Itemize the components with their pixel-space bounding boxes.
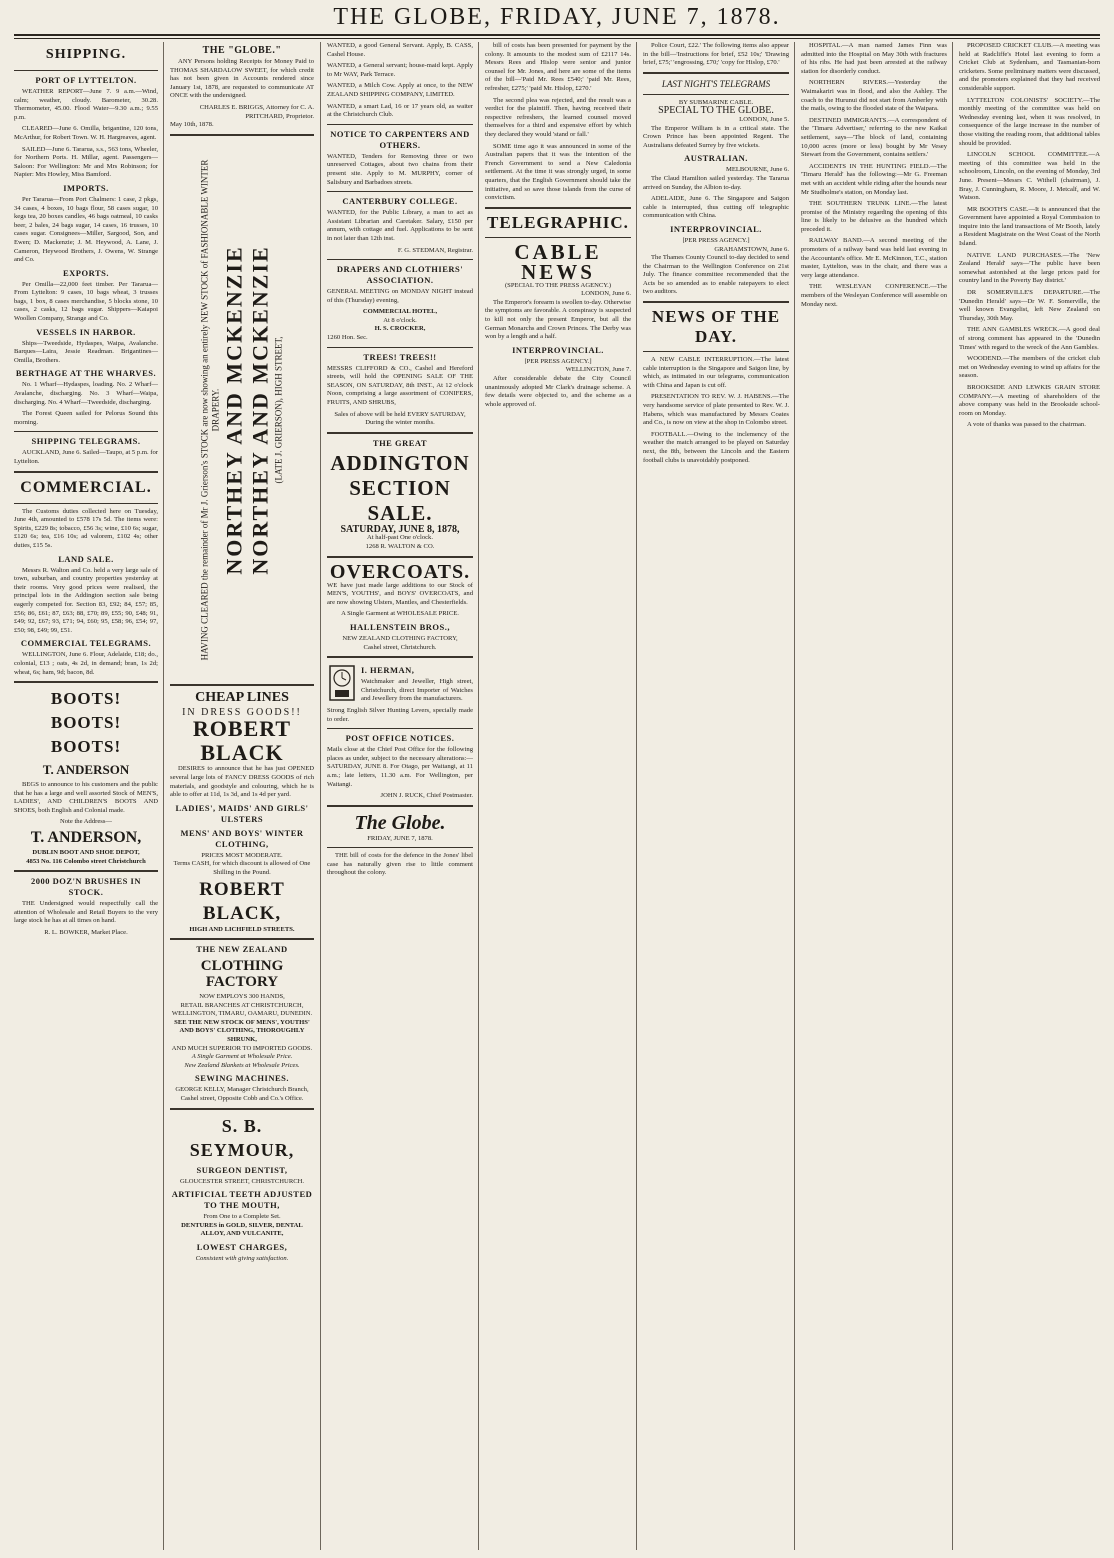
divider	[327, 191, 473, 192]
college-text: WANTED, for the Public Library, a man to act as Assistant Librarian and Caretaker. Salary, £150 per annum, with cottage and fuel. Applications to be sent in not later than 12th inst.	[327, 209, 473, 242]
interprovincial-location: GRAHAMSTOWN, June 6.	[714, 245, 789, 253]
column-1	[14, 42, 158, 1550]
australian-location: MELBOURNE, June 6.	[725, 166, 789, 174]
boots-advertiser: T. ANDERSON	[42, 762, 130, 778]
divider	[14, 70, 158, 71]
post-office-text: Mails close at the Chief Post Office for the following places as under, subject to the necessary alterations:— SATURDAY, JUNE 8. For Otago, per Waitangi, at 11 a.m.; late letters, 11.30 a.m. For Wellington, per Waitangi.	[327, 746, 473, 788]
wanted-ad: WANTED, a good General Servant. Apply, B. CASS, Cashel House.	[327, 42, 473, 58]
post-office-heading: POST OFFICE NOTICES.	[345, 733, 455, 744]
column-2	[170, 42, 314, 1550]
divider	[643, 94, 789, 95]
news-item: MR BOOTH'S CASE.—It is announced that the Government have appointed a Royal Commission to inquire into the land transactions of Mr Booth, lately a Resident Magistrate on the West Coast of the North Island.	[959, 205, 1100, 248]
editorial-paragraph: The second plea was rejected, and the result was a verdict for the plaintiff. Then, having received their respective refreshers, the learned counsel moved themselves for a third and expensive effort by which they declared they would 'stand or fall.'	[485, 96, 631, 138]
wanted-ad: WANTED, a Milch Cow. Apply at once, to the NEW ZEALAND SHIPPING COMPANY, LIMITED.	[327, 82, 473, 98]
divider	[643, 72, 789, 74]
column-rule	[794, 42, 795, 1550]
robert-black-ladies: LADIES', MAIDS' AND GIRLS' ULSTERS	[175, 802, 309, 824]
boots-advertiser-name: T. ANDERSON,	[30, 829, 142, 847]
cable-news-text: The Emperor's forearm is swollen to-day. Otherwise the symptoms are favorable. A conspiracy is suspected to kill not only the present Emperor, but all the German Monarchs and Crown Princes. The Derby was won by a length and a half.	[485, 298, 631, 341]
column-3	[327, 42, 473, 1550]
divider	[170, 1108, 314, 1110]
seymour-consistent: Consistent with giving satisfaction.	[195, 1255, 289, 1262]
telegram-location: LONDON, June 5.	[739, 115, 789, 123]
exports-text: Per Omilla—22,000 feet timber. Per Tararua—From Lyttelton: 9 cases, 10 bags wheat, 3 trusses bags, 1 box, 8 cases merchandise, 5 blocks stone, 10 cases, 2 casks, 12 bags sugar. Shippers—Kaiapoi Woollen Company, Strange and Co.	[14, 280, 158, 323]
brushes-text: THE Undersigned would respectfully call the attention of Wholesale and Retail Buyers to the very large stock he has at all times on hand.	[14, 900, 158, 925]
carpenters-heading: NOTICE TO CARPENTERS AND OTHERS.	[330, 128, 470, 150]
news-item: PROPOSED CRICKET CLUB.—A meeting was held at Radcliffe's Hotel last evening to form a Cricket Club at Sydenham, and Tasmanian-born cricketers. Some preliminary matters were discussed, and the promoters explained that they had received considerable support.	[959, 42, 1100, 92]
divider	[643, 301, 789, 303]
clock-icon	[327, 662, 357, 704]
news-item: FOOTBALL.—Owing to the inclemency of the weather the match arranged to be played on Saturday next, the 8th, between the Lincoln and the Eastern football clubs is unavoidably postponed.	[643, 430, 789, 464]
masthead-rule-thin	[14, 38, 1100, 39]
shipping-telegrams-text: AUCKLAND, June 6. Sailed—Taupo, at 5 p.m. for Lyttelton.	[14, 449, 158, 465]
robert-black-mens: MENS' AND BOYS' WINTER CLOTHING,	[180, 827, 304, 849]
nz-clothing-title: CLOTHING FACTORY	[200, 958, 284, 991]
column-5	[643, 42, 789, 1550]
submarine-cable-sub: BY SUBMARINE CABLE.	[678, 98, 754, 106]
divider	[327, 347, 473, 348]
interprovincial-location: WELLINGTON, June 7.	[565, 366, 631, 374]
divider	[327, 847, 473, 848]
vessels-text: Ships—Tweedside, Hydaspes, Waipa, Avalanche. Barques—Laira, Jessie Readman. Brigantines—Omilla, Brothers.	[14, 339, 158, 364]
seymour-address: GLOUCESTER STREET, CHRISTCHURCH.	[179, 1177, 305, 1185]
sailed-list: SAILED—June 6. Tararua, s.s., 563 tons, Wheeler, for Northern Ports. H. Millar, agent. Passengers—Saloon: For Wellington: Mr and Mrs Robinson; for Napier: Mrs Howley, Miss Bamford.	[14, 145, 158, 179]
divider	[327, 259, 473, 260]
cable-news-location: LONDON, June 6.	[581, 290, 631, 298]
seymour-dentures: DENTURES in GOLD, SILVER, DENTAL ALLOY, AND VULCANITE,	[181, 1221, 303, 1238]
news-item: NATIVE LAND PURCHASES.—The 'New Zealand Herald' says—'The public have been somewhat astonished at the large prices paid for country land in the Poverty Bay district.'	[959, 251, 1100, 285]
masthead-rule	[14, 34, 1100, 36]
nz-clothing-retail: RETAIL BRANCHES AT CHRISTCHURCH, WELLINGTON, TIMARU, OAMARU, DUNEDIN.	[171, 1001, 313, 1018]
divider	[14, 431, 158, 432]
drapers-text: GENERAL MEETING on MONDAY NIGHT instead of this (Thursday) evening,	[327, 288, 473, 304]
cheap-lines-heading: CHEAP LINES	[195, 689, 289, 705]
drapers-time: At 8 o'clock.	[383, 316, 417, 324]
nz-clothing-blankets: New Zealand Blankets at Wholesale Prices.	[184, 1061, 300, 1069]
brushes-advertiser: R. L. BOWKER, Market Place.	[44, 929, 128, 937]
news-item: LINCOLN SCHOOL COMMITTEE.—A meeting of this committee was held in the schoolroom, Lincoln, on the evening of Monday, 3rd June. Present—Messrs C. Withell (chairman), J. Bray, J. Cunningham, R. Moore, J. Metcalf, and W. Watson.	[959, 151, 1100, 202]
editorial-paragraph: SOME time ago it was announced in some of the Australian papers that it was the intention of the French Government to send a New Caledonia settlement. At the time it was strongly urged, in some quarters, that the English Government should take the initiative, and so save those islands from the curse of convictism.	[485, 142, 631, 202]
nz-clothing-sewing: SEWING MACHINES.	[195, 1073, 289, 1084]
commercial-text: The Customs duties collected here on Tuesday, June 4th, amounted to £578 17s 5d. The items were: Spirits, £229 8s; tobacco, £56 3s; wine, £10 6s; sugar, £120 6s; tea, £16 10s; ad valorem, £102 4s; other duties, £15 5s.	[14, 507, 158, 549]
editorial-paragraph: bill of costs has been presented for payment by the colony. It amounts to the modest sum of £2117 14s. Messrs Rees and Hislop were senior and junior counsel for Mr. Jones, and here are some of the items of the bill—'Paid Mr. Rees £540;' 'paid Mr. Rees, refresher, £275;' 'paid Mr. Hislop, £270.'	[485, 42, 631, 92]
news-item: WOODEND.—The members of the cricket club met on Wednesday evening to wind up affairs for the season.	[959, 355, 1100, 380]
nz-clothing-employs: NOW EMPLOYS 300 HANDS,	[199, 993, 285, 1001]
weather-report: WEATHER REPORT—June 7. 9 a.m.—Wind, calm; weather, cloudy. Barometer, 30.28. Thermometer, 45.00. Flood Water—9.30 a.m.; 9.55 p.m.	[14, 88, 158, 121]
shipping-telegrams-heading: SHIPPING TELEGRAMS.	[31, 436, 141, 447]
interprovincial-heading: INTERPROVINCIAL.	[512, 344, 604, 355]
seymour-name: S. B. SEYMOUR,	[189, 1115, 295, 1160]
telegram-text: The Emperor William is in a critical state. The Crown Prince has been appointed Regent. The Australians defeated Surrey by five wickets.	[643, 124, 789, 149]
divider	[643, 351, 789, 352]
column-rule	[320, 42, 321, 1550]
herman-ad	[327, 662, 473, 707]
news-item: A vote of thanks was passed to the chairman.	[967, 421, 1086, 429]
northey-mckenzie-lead: HAVING CLEARED the remainder of Mr J. Grierson's STOCK are now showing an entirely NEW STOCK of FASHIONABLE WINTER DRAPERY.	[199, 159, 221, 661]
trees-more: Sales of above will be held EVERY SATURDAY, During the winter months.	[334, 410, 466, 427]
northey-mckenzie-ad	[170, 140, 314, 680]
divider	[14, 503, 158, 504]
divider	[327, 805, 473, 807]
cable-news-sub: (SPECIAL TO THE PRESS AGENCY.)	[504, 281, 612, 289]
globe-notice-text: ANY Persons holding Receipts for Money Paid to THOMAS SHARDALOW SWEET, for which credit has not been given in Accounts rendered since January 1st, 1878, are requested to communicate AT ONCE with the undersigned.	[170, 58, 314, 100]
exports-heading: EXPORTS.	[63, 267, 109, 278]
post-office-signature: JOHN J. RUCK, Chief Postmaster.	[380, 792, 473, 800]
nz-clothing-heading: THE NEW ZEALAND	[196, 944, 288, 955]
divider	[14, 471, 158, 473]
imports-text: Per Tararua—From Port Chalmers: 1 case, 2 pkgs, 34 cases, 4 boxes, 10 bags flour, 58 cases sugar, 10 kegs tea, 20 boxes candles, 46 bags oatmeal, 10 casks beer, 2 bales, 24 bags sugar, 14 cases, 16 trusses, 10 cases sugar. Consignees—Miller, Sargood, Son, and Ewen; D. Mackenzie; J. M. Heywood, A. Lane, J. Cameron, Heywood Brothers, J. Owens, W. Strange and Co.	[14, 195, 158, 264]
college-heading: CANTERBURY COLLEGE.	[342, 196, 458, 207]
boots-note: Note the Address—	[59, 818, 112, 826]
australian-text: The Claud Hamilton sailed yesterday. The Tararua arrived on Sunday, the Albion to-day.	[643, 174, 789, 191]
column-4	[485, 42, 631, 1550]
divider	[327, 656, 473, 658]
news-item: RAILWAY BAND.—A second meeting of the promoters of a railway band was held last evening in the Accountant's office. Mr E. McKinnon, T.C., station master, Lyttelton, was in the chair, and there was a very large attendance.	[801, 237, 947, 279]
news-item: BROOKSIDE AND LEWKIS GRAIN STORE COMPANY.—A meeting of shareholders of the above company was held in the Brookside school-room on Monday.	[959, 383, 1100, 417]
news-item: A NEW CABLE INTERRUPTION.—The latest cable interruption is the Singapore and Saigon line, by which, as intimated in our telegrams, communication with China and Japan is cut off.	[643, 356, 789, 389]
trees-heading: TREES! TREES!!	[363, 351, 437, 362]
special-globe: SPECIAL TO THE GLOBE.	[658, 105, 774, 117]
column-rule	[478, 42, 479, 1550]
column-7	[959, 42, 1100, 1550]
news-item: DESTINED IMMIGRANTS.—A correspondent of the 'Timaru Advertiser,' referring to the new Kaikai settlement, says—'The block of land, containing 10,000 acres (more or less) bought by Mr Vesey Stewart from the Government, contains settlers.'	[801, 116, 947, 159]
addington-pre: THE GREAT	[372, 437, 428, 448]
boots-heading: BOOTS! BOOTS! BOOTS!	[50, 689, 122, 757]
rotated-advert	[200, 150, 285, 670]
nz-clothing-single: A Single Garment at Wholesale Price.	[191, 1053, 293, 1061]
drapers-heading: DRAPERS AND CLOTHIERS' ASSOCIATION.	[336, 264, 464, 286]
seymour-lowest: LOWEST CHARGES,	[196, 1242, 288, 1252]
overcoats-single: A Single Garment at WHOLESALE PRICE.	[341, 610, 459, 618]
column-rule	[163, 42, 164, 1550]
briggs-signature: CHARLES E. BRIGGS, Attorney for C. A. PRITCHARD, Proprietor.	[199, 103, 314, 120]
divider	[327, 124, 473, 125]
interprovincial-sub: [PER PRESS AGENCY.]	[524, 357, 592, 365]
commercial-telegrams-text: WELLINGTON, June 6. Flour, Adelaide, £18; do., colonial, £13 ; oats, 4s 2d, in demand; bran, 1s 2d; wheat, 6s; ham, 9d; bacon, 8d.	[14, 651, 158, 676]
herman-name: I. HERMAN,	[361, 665, 415, 676]
shipping-heading: SHIPPING.	[45, 47, 127, 62]
column-rule	[636, 42, 637, 1550]
divider	[485, 237, 631, 238]
boots-number: 4853 No. 116 Colombo street Christchurch	[26, 857, 146, 865]
seymour-teeth: ARTIFICIAL TEETH ADJUSTED TO THE MOUTH,	[171, 1189, 313, 1211]
divider	[170, 684, 314, 686]
interprovincial-heading: INTERPROVINCIAL.	[670, 223, 762, 234]
addington-date: SATURDAY, JUNE 8, 1878,	[340, 523, 460, 535]
column-rule	[952, 42, 953, 1550]
wharf-heading: BERTHAGE AT THE WHARVES.	[15, 368, 157, 379]
seymour-title: SURGEON DENTIST,	[196, 1164, 288, 1175]
addington-auctioneer: 1268 R. WALTON & CO.	[365, 543, 435, 550]
globe-editorial-lead: THE bill of costs for the defence in the Jones' libel case has naturally given rise to little comment throughout the colony.	[327, 852, 473, 877]
cable-news-heading: CABLE NEWS	[514, 239, 602, 284]
vessels-heading: VESSELS IN HARBOR.	[36, 326, 136, 337]
globe-notice-heading: THE "GLOBE."	[202, 45, 282, 56]
boots-body: BEGS to announce to his customers and the public that he has a large and well assorted Stock of MEN'S, LADIES', AND CHILDREN'S BOOTS AND SHOES, both English and Colonial made.	[14, 781, 158, 814]
robert-black-address: HIGH AND LICHFIELD STREETS.	[189, 925, 295, 933]
divider	[14, 870, 158, 872]
globe-editorial-date: FRIDAY, JUNE 7, 1878.	[367, 834, 433, 842]
news-item: ACCIDENTS IN THE HUNTING FIELD.—The 'Timaru Herald' has the following:—Mr G. Freeman met with an accident while riding after the hounds near Mr Studholme's station, on Monday last.	[801, 162, 947, 196]
herman-sterling: Strong English Silver Hunting Levers, specially made to order.	[327, 706, 473, 723]
robert-black-name: ROBERT BLACK	[192, 716, 292, 766]
cheap-lines-sub: IN DRESS GOODS!!	[182, 706, 302, 718]
drapers-venue: COMMERCIAL HOTEL,	[362, 308, 438, 316]
robert-black-prices: PRICES MOST MODERATE.	[201, 851, 283, 859]
land-sale-text: Messrs R. Walton and Co. held a very large sale of town, suburban, and country properties yesterday at their rooms. Very good prices were realised, the principal lots in the Addington section sale being eagerly competed for. Section 83, £92; 84, £57; 85, £56; 86, £61; 87, £63; 88, £70; 89, £55; 90, £48; 91, £49; 92, £67; 93, £71; 94, £60; 95, £58; 96, £54; 97, £50; 98, £49; 99, £51.	[14, 566, 158, 634]
wanted-ad: WANTED, a General servant; house-maid kept. Apply to Mr WAY, Park Terrace.	[327, 62, 473, 78]
australian-heading: AUSTRALIAN.	[684, 153, 748, 164]
forecast-text: The Forest Queen sailed for Pelorus Sound this morning.	[14, 410, 158, 426]
addington-time: At half-past One o'clock.	[366, 534, 433, 542]
wanted-ad: WANTED, a smart Lad, 16 or 17 years old, as waiter at the Christchurch Club.	[327, 102, 473, 119]
northey-mckenzie-name-2: NORTHEY AND MCKENZIE	[247, 245, 273, 575]
commercial-telegrams-heading: COMMERCIAL TELEGRAMS.	[20, 638, 152, 649]
telegraphic-heading: TELEGRAPHIC.	[487, 212, 629, 232]
nz-clothing-mens: SEE THE NEW STOCK OF MENS', YOUTHS' AND BOYS' CLOTHING, THOROUGHLY SHRUNK,	[174, 1018, 310, 1044]
masthead: THE GLOBE, FRIDAY, JUNE 7, 1878.	[333, 4, 781, 30]
divider	[14, 681, 158, 683]
bill-items: Police Court, £22.' The following items also appear in the bill—'Instructions for brief, £52 10s;' 'Drawing brief, £75;' 'engrossing, £70;' 'copy for Hislop, £70.'	[643, 42, 789, 67]
interprovincial-text: The Thames County Council to-day decided to send the Chairman to the Wellington Conference on 21st July. The finance committee recommended that the Acts be so amended as to enable ratepayers to elect two auditors.	[643, 254, 789, 296]
news-item: DR SOMERVILLE'S DEPARTURE.—The 'Dunedin Herald' says—Dr W. F. Somerville, the well known Evangelist, left New Zealand on Thursday, 30th May.	[959, 289, 1100, 322]
robert-black-name-2: ROBERT BLACK,	[199, 878, 285, 924]
overcoats-text: WE have just made large additions to our Stock of MEN'S, YOUTHS', and BOYS' OVERCOATS, and are now showing Ulsters, Mantles, and Chesterfields.	[327, 581, 473, 606]
brushes-heading: 2000 DOZ'N BRUSHES IN STOCK.	[31, 876, 141, 898]
herman-text: Watchmaker and Jeweller, High street, Christchurch, direct Importer of Watches and Jewellery from the manufacturers.	[361, 678, 473, 703]
last-night-telegrams-heading: LAST NIGHT'S TELEGRAMS	[661, 78, 771, 89]
divider	[327, 728, 473, 729]
northey-mckenzie-name: NORTHEY AND MCKENZIE	[221, 245, 247, 575]
news-item: THE ANN GAMBLES WRECK.—A good deal of strong comment has appeared in the 'Dunedin Times' with regard to the wreck of the Ann Gambles.	[959, 326, 1100, 351]
cleared-list: CLEARED—June 6. Omilla, brigantine, 120 tons, McArthur, for Robert Town. W. H. Hargreaves, agent.	[14, 125, 158, 141]
commercial-heading: COMMERCIAL.	[20, 478, 152, 496]
nz-clothing-superior: AND MUCH SUPERIOR TO IMPORTED GOODS.	[171, 1044, 313, 1052]
nz-clothing-manager: GEORGE KELLY, Manager Christchurch Branch, Cashel street, Opposite Cobb and Co.'s Office.	[175, 1086, 309, 1103]
robert-black-terms: Terms CASH, for which discount is allowed of One Shilling in the Pound.	[173, 860, 311, 876]
column-6	[801, 42, 947, 1550]
robert-black-body: DESIRES to announce that he has just OPENED several large lots of FANCY DRESS GOODS of rich materials, and goodstyle and colouring, which he is able to offer at 11d, 1s 3d, and 1s 4d per yard.	[170, 765, 314, 799]
seymour-from: From One to a Complete Set.	[203, 1213, 281, 1221]
college-signature: F. G. STEDMAN, Registrar.	[397, 246, 473, 254]
carpenters-text: WANTED, Tenders for Removing three or two unreserved Cottages, about two chains from their present site. Apply to M. MURPHY, corner of Salisbury and Barbadoes streets.	[327, 152, 473, 186]
hallenstein-address: Cashel street, Christchurch.	[363, 643, 437, 651]
drapers-secretary: H. S. CROCKER,	[374, 325, 426, 333]
overcoats-heading: OVERCOATS.	[329, 560, 471, 583]
interprovincial-sub: [PER PRESS AGENCY.]	[682, 236, 750, 244]
divider	[170, 938, 314, 940]
land-sale-heading: LAND SALE.	[58, 553, 114, 564]
hallenstein-name: HALLENSTEIN BROS.,	[350, 621, 450, 632]
hallenstein-factory: NEW ZEALAND CLOTHING FACTORY,	[342, 634, 458, 642]
divider	[485, 207, 631, 209]
news-item: LYTTELTON COLONISTS' SOCIETY.—The monthly meeting of the committee was held on Wednesday evening last, when it was resolved, in consequence of the large increase in the number of those visiting the reading room, that additional tables should be provided.	[959, 96, 1100, 147]
divider	[327, 432, 473, 434]
addington-title: ADDINGTON SECTION SALE.	[330, 450, 470, 525]
port-heading: PORT OF LYTTELTON.	[35, 75, 137, 85]
news-item: THE SOUTHERN TRUNK LINE.—The latest promise of the Ministry regarding the opening of this line is likely to be delusive as the hundred which preceded it.	[801, 200, 947, 233]
news-item: THE WESLEYAN CONFERENCE.—The members of the Wesleyan Conference will assemble on Monday next.	[801, 283, 947, 308]
trees-text: MESSRS CLIFFORD & CO., Cashel and Hereford streets, will hold the OPENING SALE OF THE SEASON, ON SATURDAY, 8th INST., At 12 o'clock Noon, comprising a large assortment of CONIFERS, FRUITS, AND SHRUBS,	[327, 364, 473, 407]
news-item: HOSPITAL.—A man named James Finn was admitted into the Hospital on May 30th with fractures of his ribs. He had just been arrested at the railway station for disorderly conduct.	[801, 42, 947, 75]
divider	[170, 134, 314, 136]
news-item: PRESENTATION TO REV. W. J. HABENS.—The very handsome service of plate presented to Rev. W. J. Habens, which was manufactured by Messrs Coates and Co., is now on view at the shop in Colombo street.	[643, 393, 789, 427]
news-of-the-day-heading: NEWS OF THE DAY.	[651, 307, 781, 347]
globe-editorial-title: The Globe.	[354, 811, 446, 834]
briggs-date: May 10th, 1878.	[170, 121, 214, 129]
imports-heading: IMPORTS.	[63, 182, 109, 193]
drapers-hon-sec: 1260 Hon. Sec.	[327, 334, 368, 342]
northey-mckenzie-address: (LATE J. GRIERSON), HIGH STREET,	[273, 336, 284, 484]
interprovincial-text: After considerable debate the City Council unanimously adopted Mr Clark's drainage scheme. A few details were objected to, and the scheme as a whole approved of.	[485, 375, 631, 408]
divider	[327, 556, 473, 558]
adelaide-text: ADELAIDE, June 6. The Singapore and Saigon cable is interrupted, thus cutting off telegraphic communication with China.	[643, 195, 789, 220]
news-item: NORTHERN RIVERS.—Yesterday the Waimakariri was in flood, and also the Ashley. The coach to the Hurunui did not start from Amberley with the mails, owing to the flooded state of the Waipara.	[801, 79, 947, 113]
wharf-text: No. 1 Wharf—Hydaspes, loading. No. 2 Wharf—Avalanche, discharging. No. 3 Wharf—Waipa, discharging. No. 4 Wharf—Tweedside, discharging.	[14, 381, 158, 406]
boots-address: DUBLIN BOOT AND SHOE DEPOT,	[32, 849, 140, 857]
